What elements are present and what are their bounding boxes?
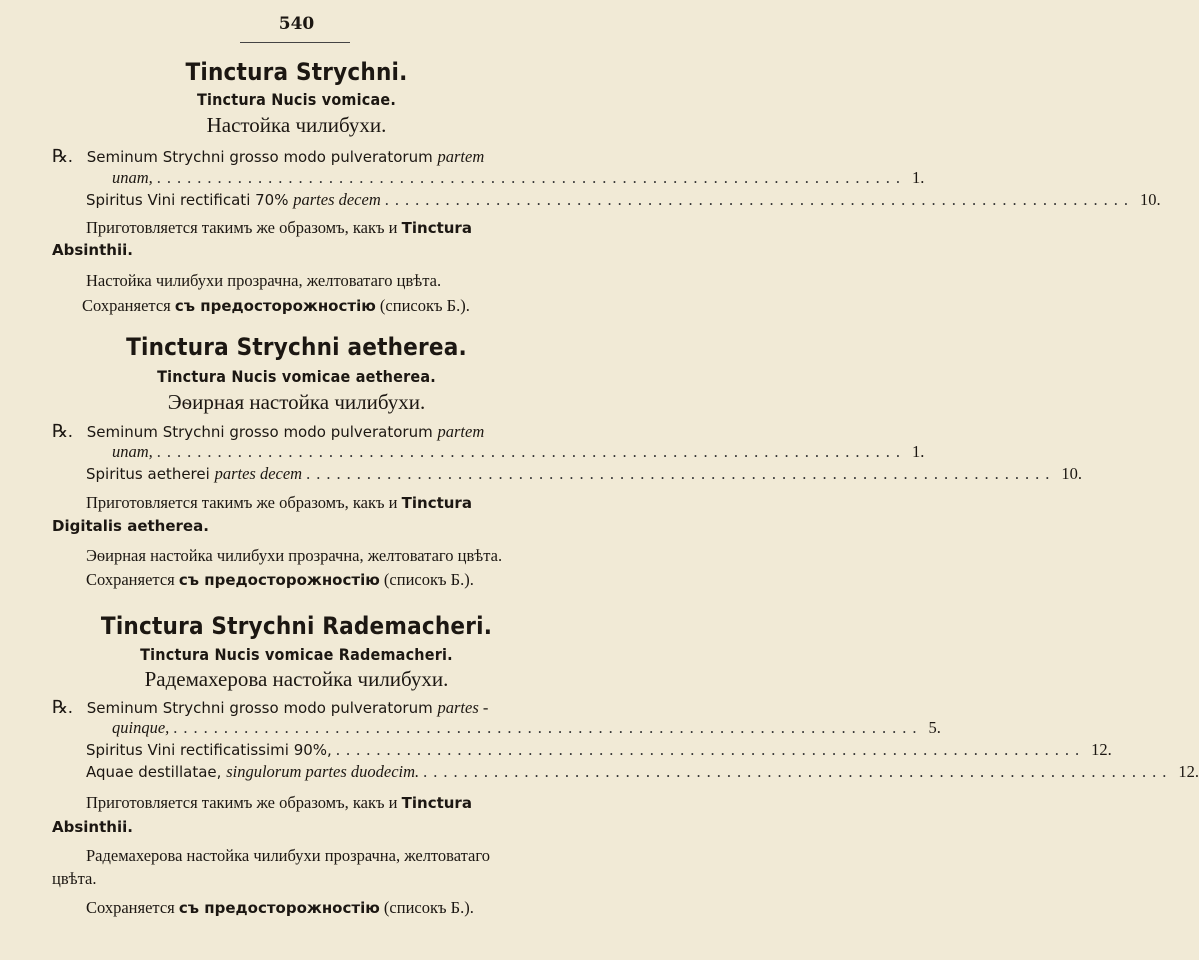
s2-line-2-amount: 1. <box>912 442 925 461</box>
s1-para-3-end: (списокъ Б.). <box>375 296 470 315</box>
s2-para-3-text: Сохраняется <box>86 570 179 589</box>
s2-para-3 <box>86 570 474 590</box>
s3-line-3-amount: 12. <box>1091 740 1112 759</box>
recipe-sign: ℞. <box>52 421 73 441</box>
s2-line-1 <box>52 421 484 442</box>
s3-para-3 <box>86 898 474 918</box>
s2-line-3 <box>86 464 1082 484</box>
s1-line-1-text: Seminum Strychni grosso modo pulveratorum <box>86 148 438 166</box>
s2-russian-title: Эѳирная настойка чилибухи. <box>167 390 426 414</box>
s1-title: Tinctura Strychni. <box>185 58 408 86</box>
s3-para-2: Радемахерова настойка чилибухи прозрачна, желтоватаго <box>86 846 490 865</box>
leader-dots: .......................................................................... <box>306 464 1056 483</box>
s3-line-4-amount: 12. <box>1178 762 1199 781</box>
s2-title: Tinctura Strychni aetherea. <box>126 333 467 361</box>
s1-para-3-text: Сохраняется <box>82 296 175 315</box>
s3-subtitle: Tinctura Nucis vomicae Rademacheri. <box>140 645 453 664</box>
s3-line-2 <box>112 718 941 738</box>
s2-para-3-end: (списокъ Б.). <box>379 570 474 589</box>
s1-para-1 <box>86 218 472 238</box>
s2-line-1-italic: partem <box>437 422 485 441</box>
s2-line-3-amount: 10. <box>1061 464 1082 483</box>
s1-line-2-text: unam, <box>112 168 153 187</box>
s1-para-1-text: Приготовляется такимъ же образомъ, какъ и <box>86 218 402 237</box>
s3-line-2-text: quinque, <box>112 718 170 737</box>
recipe-sign: ℞. <box>52 146 73 166</box>
recipe-sign: ℞. <box>52 697 73 717</box>
s1-line-1-italic: partem <box>437 147 485 166</box>
s2-para-3-bold: съ предосторожностію <box>178 571 380 589</box>
s2-line-3-italic: partes decem <box>214 464 303 483</box>
leader-dots: .......................................................................... <box>173 718 923 737</box>
s1-russian-title: Настойка чилибухи. <box>206 113 387 137</box>
s1-line-3-italic: partes decem <box>293 190 381 209</box>
s3-para-3-text: Сохраняется <box>86 898 179 917</box>
s3-line-4-text: Aquae destillatae, <box>86 763 227 781</box>
s1-line-3-text: Spiritus Vini rectificati 70% <box>86 191 294 209</box>
s3-para-3-end: (списокъ Б.). <box>379 898 474 917</box>
s3-line-1-italic: partes - <box>437 698 489 717</box>
s1-para-3 <box>82 296 470 316</box>
s1-line-2-amount: 1. <box>912 168 925 187</box>
s1-line-3 <box>86 190 1161 210</box>
s3-line-4 <box>86 762 1199 782</box>
s3-para-1-cont: Absinthii. <box>52 818 133 836</box>
page-number-rule <box>240 42 350 43</box>
s3-para-1-bold: Tinctura <box>401 794 472 812</box>
s2-subtitle: Tinctura Nucis vomicae aetherea. <box>157 367 436 386</box>
s2-para-1-cont: Digitalis aetherea. <box>52 517 209 535</box>
s1-subtitle: Tinctura Nucis vomicae. <box>196 90 397 109</box>
s2-para-1 <box>86 493 472 513</box>
s3-para-1-text: Приготовляется такимъ же образомъ, какъ и <box>86 793 402 812</box>
leader-dots: .......................................................................... <box>156 442 907 461</box>
s3-para-3-bold: съ предосторожностію <box>178 899 380 917</box>
page-number: 540 <box>278 14 315 34</box>
s1-para-1-bold: Tinctura <box>401 219 472 237</box>
s3-para-1 <box>86 793 472 813</box>
s3-line-3-text: Spiritus Vini rectificatissimi 90%, <box>86 741 332 759</box>
s2-para-1-text: Приготовляется такимъ же образомъ, какъ и <box>86 493 402 512</box>
s3-russian-title: Радемахерова настойка чилибухи. <box>144 667 449 691</box>
s3-line-4-italic: singulorum partes duodecim. <box>226 762 420 781</box>
s2-line-1-text: Seminum Strychni grosso modo pulveratorum <box>86 423 438 441</box>
s2-line-2 <box>112 442 925 462</box>
s3-line-3 <box>86 740 1112 760</box>
s1-line-2 <box>112 168 925 188</box>
s3-line-2-amount: 5. <box>928 718 941 737</box>
s1-line-1 <box>52 146 484 167</box>
s1-para-2: Настойка чилибухи прозрачна, желтоватаго цвѣта. <box>86 271 442 290</box>
s1-para-3-bold: съ предосторожностію <box>174 297 376 315</box>
s2-para-1-bold: Tinctura <box>401 494 472 512</box>
s3-title: Tinctura Strychni Rademacheri. <box>100 612 493 640</box>
leader-dots: .......................................................................... <box>384 190 1134 209</box>
s2-line-2-text: unam, <box>112 442 153 461</box>
s3-line-1 <box>52 697 488 718</box>
s1-para-1-cont: Absinthii. <box>52 241 133 259</box>
s2-para-2: Эѳирная настойка чилибухи прозрачна, желтоватаго цвѣта. <box>86 546 503 565</box>
leader-dots: .......................................................................... <box>335 740 1086 759</box>
s2-line-3-text: Spiritus aetherei <box>86 465 215 483</box>
s3-para-2-cont: цвѣта. <box>52 869 97 888</box>
leader-dots: .......................................................................... <box>423 762 1173 781</box>
leader-dots: .......................................................................... <box>156 168 907 187</box>
s3-line-1-text: Seminum Strychni grosso modo pulveratorum <box>86 699 438 717</box>
s1-line-3-amount: 10. <box>1140 190 1161 209</box>
